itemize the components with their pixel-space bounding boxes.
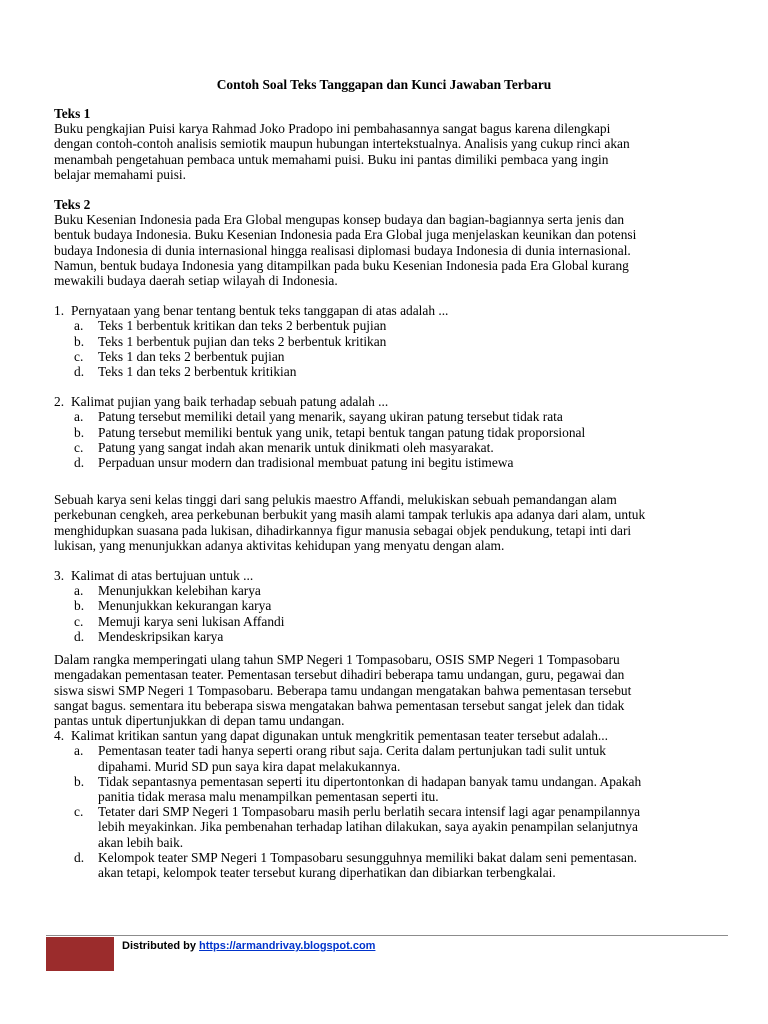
option-text: Memuji karya seni lukisan Affandi	[98, 613, 285, 629]
option-text: Patung tersebut memiliki detail yang menarik, sayang ukiran patung tersebut tidak rata	[98, 409, 563, 425]
question-3-options	[54, 583, 724, 644]
option-text: Teks 1 dan teks 2 berbentuk kritikian	[98, 364, 297, 380]
option-label: a.	[74, 743, 84, 759]
question-1-options	[54, 318, 724, 379]
question-2-options	[54, 409, 724, 470]
question-3	[54, 568, 724, 583]
option	[54, 614, 724, 629]
page-title: Contoh Soal Teks Tanggapan dan Kunci Jawaban Terbaru	[216, 77, 552, 92]
option-text: Teks 1 dan teks 2 berbentuk pujian	[98, 348, 285, 364]
option	[54, 583, 724, 598]
teks2-line: mewakili budaya daerah setiap wilayah di Indonesia.	[54, 273, 338, 289]
question-number: 4.	[54, 728, 65, 744]
teks2-heading: Teks 2	[54, 197, 91, 213]
teks1-line: dengan contoh-contoh analisis semiotik maupun hubungan intertekstualnya. Analisis yang cukup rinci akan	[54, 136, 630, 152]
option	[54, 425, 724, 440]
teks1-line: Buku pengkajian Puisi karya Rahmad Joko Pradopo ini pembahasannya sangat bagus karena dilengkapi	[54, 121, 611, 137]
option-text: Mendeskripsikan karya	[98, 628, 224, 644]
option-text: akan tetapi, kelompok teater tersebut kurang diperhatikan dan dibiarkan terbengkalai.	[98, 864, 556, 880]
option-label: c.	[74, 439, 84, 455]
option-label: d.	[74, 455, 85, 471]
option	[54, 455, 724, 470]
option-text: Menunjukkan kelebihan karya	[98, 583, 261, 599]
option-label: d.	[74, 849, 85, 865]
option-text: panitia tidak merasa malu menampilkan pementasan seperti itu.	[98, 788, 439, 804]
question-number: 2.	[54, 394, 65, 410]
option-label: b.	[74, 598, 85, 614]
passage-line: perkebunan cengkeh, area perkebunan berbukit yang masih alami tampak terlukis apa adanya dari alam, untuk	[54, 507, 646, 523]
option	[54, 850, 724, 880]
passage-line: siswa siswi SMP Negeri 1 Tompasobaru. Beberapa tamu undangan mengatakan bahwa pementasan tersebut	[54, 682, 632, 698]
option-text: akan lebih baik.	[98, 834, 184, 850]
question-number: 3.	[54, 568, 65, 584]
option-text: dipahami. Murid SD pun saya kira dapat melakukannya.	[98, 758, 401, 774]
passage-line: Dalam rangka memperingati ulang tahun SMP Negeri 1 Tompasobaru, OSIS SMP Negeri 1 Tompasobaru	[54, 652, 620, 668]
footer-prefix: Distributed by	[122, 940, 200, 952]
option-label: d.	[74, 364, 85, 380]
option	[54, 364, 724, 379]
option-text: Pementasan teater tadi hanya seperti orang ribut saja. Cerita dalam pertunjukan tadi sulit untuk	[98, 743, 606, 759]
option-label: b.	[74, 773, 85, 789]
teks2-line: Namun, bentuk budaya Indonesia yang ditampilkan pada buku Kesenian Indonesia pada Era Global kurang	[54, 257, 629, 273]
option-label: c.	[74, 613, 84, 629]
option-text: Patung yang sangat indah akan menarik untuk dinikmati oleh masyarakat.	[98, 439, 494, 455]
option-label: b.	[74, 333, 85, 349]
passage-line: pantas untuk dipertunjukkan di depan tamu undangan.	[54, 712, 345, 728]
footer-divider	[46, 935, 728, 936]
option-label: c.	[74, 804, 84, 820]
option-text: Teks 1 berbentuk pujian dan teks 2 berbentuk kritikan	[98, 333, 387, 349]
option-label: d.	[74, 628, 85, 644]
option	[54, 804, 724, 850]
option-label: a.	[74, 583, 84, 599]
question-4	[54, 728, 724, 743]
footer-link[interactable]: https://armandrivay.blogspot.com	[199, 940, 376, 952]
question-4-options	[54, 743, 724, 880]
passage-line: menghidupkan suasana pada lukisan, dihadirkannya figur manusia sebagai objek pendukung, tetapi inti dari	[54, 522, 632, 538]
question-number: 1.	[54, 303, 65, 319]
teks2-line: budaya Indonesia di dunia internasional hingga realisasi diplomasi budaya Indonesia di dunia internasional.	[54, 242, 631, 258]
passage-line: sangat bagus. sementara itu beberapa siswa mengatakan bahwa pementasan tersebut sangat jelek dan tidak	[54, 697, 625, 713]
option-text: Tidak sepantasnya pementasan seperti itu dipertontonkan di hadapan banyak tamu undangan. Apakah	[98, 773, 642, 789]
question-1	[54, 303, 724, 318]
question-text: Kalimat kritikan santun yang dapat digunakan untuk mengkritik pementasan teater tersebut adalah...	[71, 728, 608, 744]
option-text: Tetater dari SMP Negeri 1 Tompasobaru masih perlu berlatih secara intensif lagi agar penampilannya	[98, 804, 641, 820]
teks1-line: belajar memahami puisi.	[54, 166, 187, 182]
option-text: Kelompok teater SMP Negeri 1 Tompasobaru sesungguhnya memiliki bakat dalam seni pementasan.	[98, 849, 638, 865]
option	[54, 318, 724, 333]
option-text: Perpaduan unsur modern dan tradisional membuat patung ini begitu istimewa	[98, 455, 514, 471]
option-text: lebih meyakinkan. Jika pembenahan terhadap latihan dilakukan, saya ayakin penampilan selanjutnya	[98, 819, 638, 835]
option-text: Menunjukkan kekurangan karya	[98, 598, 272, 614]
option	[54, 598, 724, 613]
option	[54, 334, 724, 349]
question-text: Kalimat pujian yang baik terhadap sebuah patung adalah ...	[71, 394, 389, 410]
question-2	[54, 394, 724, 409]
option	[54, 440, 724, 455]
option-text: Teks 1 berbentuk kritikan dan teks 2 berbentuk pujian	[98, 318, 387, 334]
teks2-line: bentuk budaya Indonesia. Buku Kesenian Indonesia pada Era Global juga menjelaskan keunikan dan potensi	[54, 227, 637, 243]
question-text: Pernyataan yang benar tentang bentuk teks tanggapan di atas adalah ...	[71, 303, 449, 319]
question-text: Kalimat di atas bertujuan untuk ...	[71, 568, 254, 584]
option	[54, 349, 724, 364]
teks1-heading: Teks 1	[54, 106, 91, 121]
option	[54, 409, 724, 424]
option-label: b.	[74, 424, 85, 440]
passage-line: Sebuah karya seni kelas tinggi dari sang pelukis maestro Affandi, melukiskan sebuah pemandangan alam	[54, 492, 617, 508]
document-body	[54, 106, 724, 880]
option	[54, 774, 724, 804]
footer	[122, 940, 375, 952]
teks1-line: menambah pengetahuan pembaca untuk memahami puisi. Buku ini pantas dimiliki pembaca yang ingin	[54, 151, 609, 167]
option	[54, 629, 724, 644]
passage-line: mengadakan pementasan teater. Pementasan tersebut dihadiri beberapa tamu undangan, guru, pegawai dan	[54, 667, 625, 683]
option-label: a.	[74, 318, 84, 334]
option-text: Patung tersebut memiliki bentuk yang unik, tetapi bentuk tangan patung tidak proporsional	[98, 424, 586, 440]
footer-accent-block	[46, 937, 114, 971]
teks2-line: Buku Kesenian Indonesia pada Era Global mengupas konsep budaya dan bagian-bagiannya serta jenis dan	[54, 212, 625, 228]
passage-line: lukisan, yang menunjukkan adanya aktivitas kehidupan yang menyatu dengan alam.	[54, 537, 505, 553]
option	[54, 743, 724, 773]
option-label: a.	[74, 409, 84, 425]
option-label: c.	[74, 348, 84, 364]
